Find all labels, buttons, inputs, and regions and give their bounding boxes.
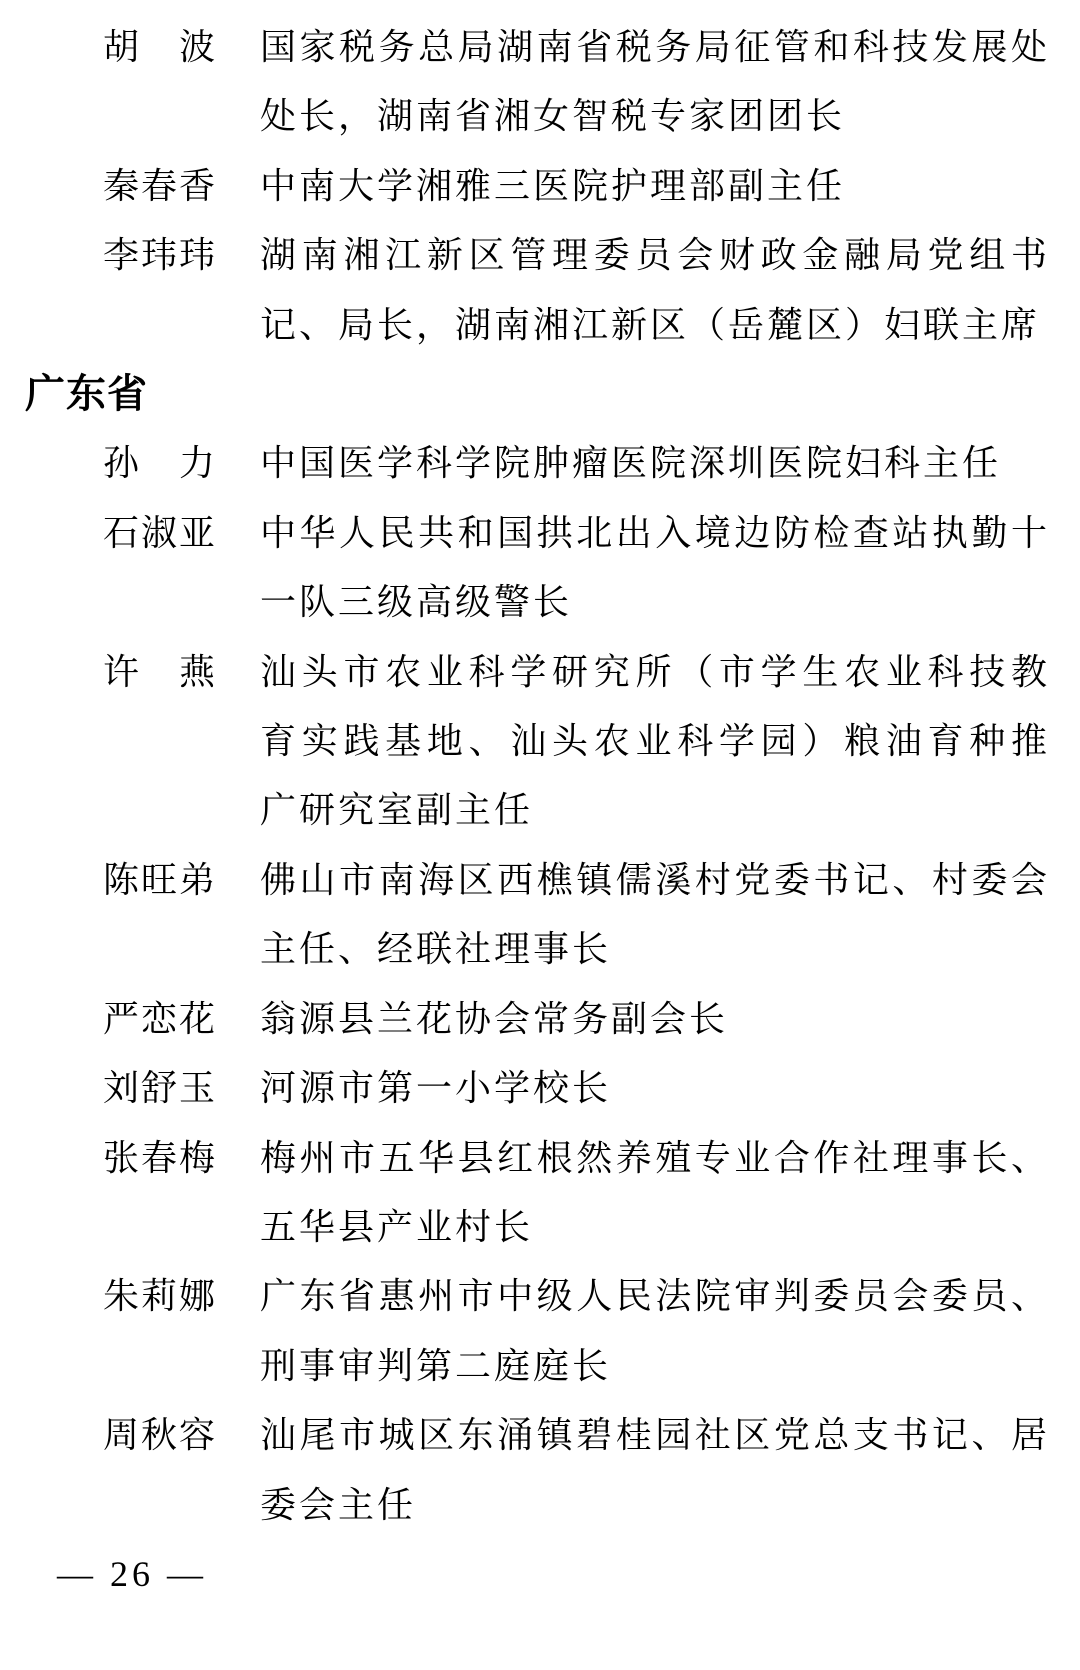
person-name: 石淑亚: [103, 512, 215, 553]
person-title-line: 主任、经联社理事长: [260, 929, 612, 970]
list-item: [0, 221, 1080, 360]
person-title-line: 翁源县兰花协会常务副会长: [260, 998, 729, 1039]
person-title-line: 中国医学科学院肿瘤医院深圳医院妇科主任: [260, 443, 1002, 484]
person-title: [260, 221, 1050, 360]
person-title: [260, 13, 1050, 152]
person-name: 刘舒玉: [103, 1068, 215, 1109]
list-item: [0, 1054, 1080, 1123]
list-item: [0, 499, 1080, 638]
person-title: [260, 1262, 1050, 1401]
person-title-line: 刑事审判第二庭庭长: [260, 1345, 612, 1386]
person-title-line: 佛山市南海区西樵镇儒溪村党委书记、村委会: [260, 859, 1050, 900]
person-title-line: 委会主任: [260, 1484, 417, 1525]
person-name: 孙力: [103, 443, 215, 484]
person-title-line: 一队三级高级警长: [260, 582, 573, 623]
person-title-line: 中华人民共和国拱北出入境边防检查站执勤十: [260, 512, 1050, 553]
person-name: 张春梅: [103, 1137, 215, 1178]
person-title: [260, 1054, 1050, 1123]
person-title-line: 中南大学湘雅三医院护理部副主任: [260, 165, 846, 206]
person-title: [260, 429, 1050, 498]
person-name: 周秋容: [103, 1415, 215, 1456]
list-item: [0, 846, 1080, 985]
person-title: [260, 638, 1050, 846]
list-item: [0, 1124, 1080, 1263]
person-title: [260, 1401, 1050, 1540]
person-title-line: 记、局长，湖南湘江新区（岳麓区）妇联主席: [260, 304, 1041, 345]
person-title-line: 汕尾市城区东涌镇碧桂园社区党总支书记、居: [260, 1415, 1050, 1456]
person-title-line: 广研究室副主任: [260, 790, 534, 831]
list-item: [0, 1401, 1080, 1540]
person-title-line: 汕头市农业科学研究所（市学生农业科技教: [260, 651, 1050, 692]
person-title: [260, 499, 1050, 638]
person-title: [260, 985, 1050, 1054]
person-title-line: 梅州市五华县红根然养殖专业合作社理事长、: [260, 1137, 1050, 1178]
person-title-line: 河源市第一小学校长: [260, 1068, 612, 1109]
person-title: [260, 1124, 1050, 1263]
person-title-line: 育实践基地、汕头农业科学园）粮油育种推: [260, 721, 1050, 762]
person-title: [260, 846, 1050, 985]
person-title-line: 国家税务总局湖南省税务局征管和科技发展处: [260, 27, 1050, 67]
person-title-line: 处长，湖南省湘女智税专家团团长: [260, 96, 846, 137]
person-name: 李玮玮: [103, 235, 215, 276]
person-name: 朱莉娜: [103, 1276, 215, 1317]
page-number: — 26 —: [57, 1553, 207, 1594]
person-name: 秦春香: [103, 165, 215, 206]
person-title: [260, 152, 1050, 221]
person-name: 严恋花: [103, 998, 215, 1039]
person-name: 陈旺弟: [103, 859, 215, 900]
person-name: 胡波: [103, 27, 215, 67]
list-item: [0, 429, 1080, 498]
list-item: [0, 1262, 1080, 1401]
person-title-line: 广东省惠州市中级人民法院审判委员会委员、: [260, 1276, 1050, 1317]
person-title-line: 五华县产业村长: [260, 1206, 534, 1247]
person-title-line: 湖南湘江新区管理委员会财政金融局党组书: [260, 235, 1050, 276]
list-item: [0, 985, 1080, 1054]
list-item: [0, 13, 1080, 152]
list-item: [0, 152, 1080, 221]
person-name: 许燕: [103, 651, 215, 692]
section-header-guangdong: 广东省: [25, 372, 148, 417]
list-item: [0, 638, 1080, 846]
